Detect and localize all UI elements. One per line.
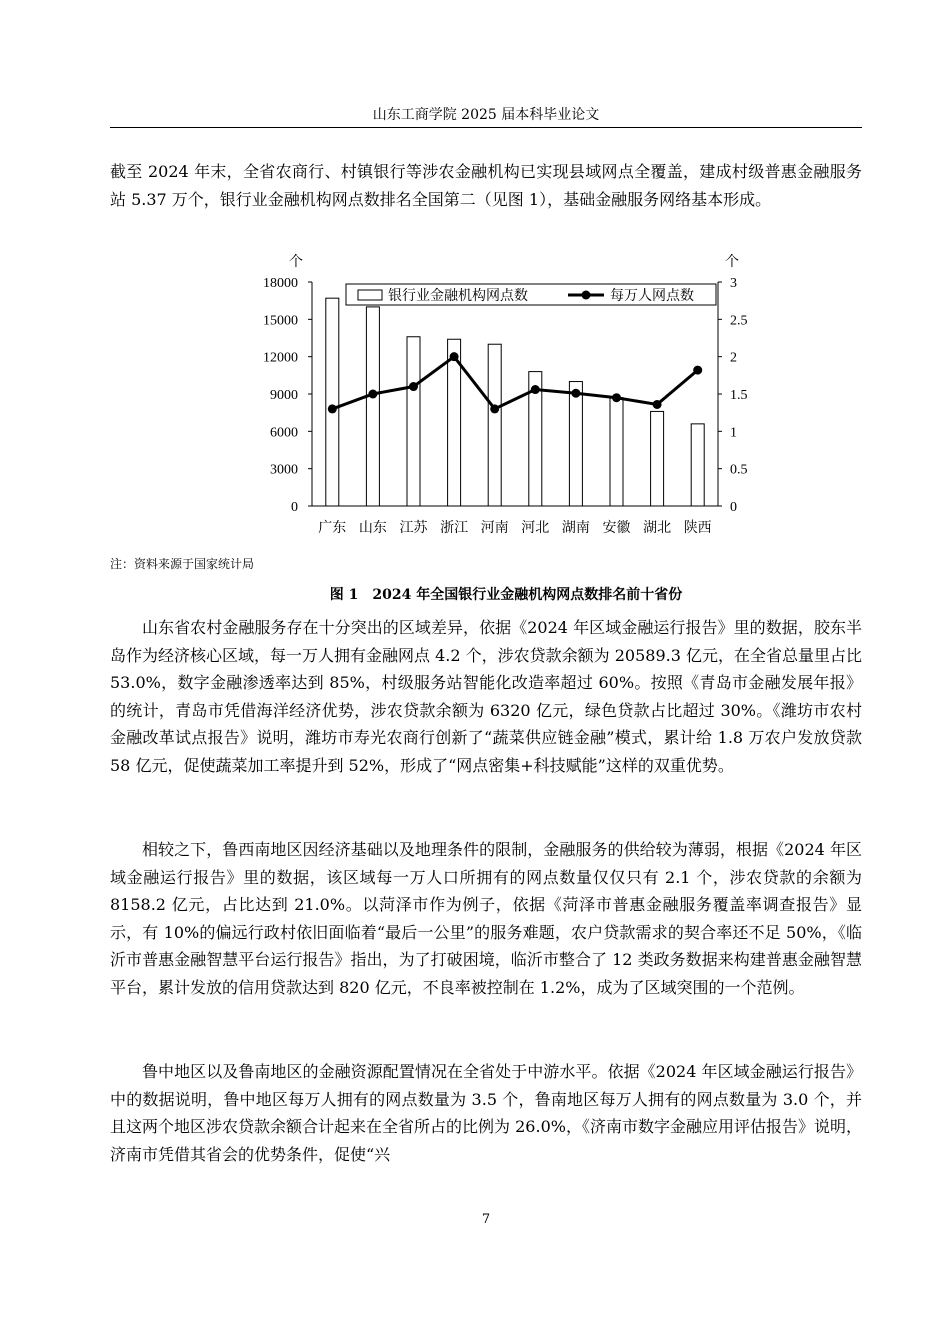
legend-line-label: 每万人网点数 xyxy=(610,289,694,304)
x-tick-label: 河北 xyxy=(521,521,550,536)
x-tick-label: 湖北 xyxy=(643,521,672,536)
y-right-unit: 个 xyxy=(725,255,739,270)
bar xyxy=(610,398,623,506)
y-left-tick-label: 15000 xyxy=(263,313,298,329)
bar xyxy=(407,337,420,506)
y-right-tick-label: 1 xyxy=(730,425,737,441)
y-left-tick-label: 6000 xyxy=(270,425,298,441)
x-tick-label: 江苏 xyxy=(399,521,428,536)
bar xyxy=(366,307,379,506)
paragraph-1: 截至 2024 年末，全省农商行、村镇银行等涉农金融机构已实现县域网点全覆盖，建成村级普惠金融服务站 5.37 万个，银行业金融机构网点数排名全国第二（见图 1），基础金融服务网络基本形成。 xyxy=(110,162,862,209)
bar xyxy=(326,298,339,506)
y-right-tick-label: 0 xyxy=(730,500,737,515)
legend-bar-label: 银行业金融机构网点数 xyxy=(388,289,528,304)
x-tick-label: 陕西 xyxy=(683,521,712,536)
y-left-tick-label: 3000 xyxy=(270,462,298,478)
y-left-tick-label: 9000 xyxy=(270,388,298,403)
x-tick-label: 河南 xyxy=(480,521,509,536)
bar xyxy=(488,344,501,506)
line-point xyxy=(693,366,702,375)
page-header: 山东工商学院 2025 届本科毕业论文 xyxy=(372,107,600,123)
y-left-unit: 个 xyxy=(289,255,303,270)
legend-bar-swatch xyxy=(358,290,382,300)
y-right-tick-label: 1.5 xyxy=(730,388,748,403)
line-point xyxy=(490,404,499,413)
figure-caption: 图 1 2024 年全国银行业金融机构网点数排名前十省份 xyxy=(329,587,683,603)
y-left-tick-label: 18000 xyxy=(263,276,298,291)
y-left-tick-label: 0 xyxy=(291,500,298,515)
y-left-tick-label: 12000 xyxy=(263,350,298,366)
line-point xyxy=(328,404,337,413)
paragraph-3: 相较之下，鲁西南地区因经济基础以及地理条件的限制，金融服务的供给较为薄弱，根据《2024 年区域金融运行报告》里的数据，该区域每一万人口所拥有的网点数量仅仅只有 2.1 个，涉农贷款的余额为 8158.2 亿元，占比达到 21.0%。以菏泽市作为例子，依据《菏泽市普惠金融服务覆盖率调查报告》显示，有 10%的偏远行政村依旧面临着“最后一公里”的服务难题，农户贷款需求的契合率还不足 50%，《临沂市普惠金融智慧平台运行报告》指出，为了打破困境，临沂市整合了 12 类政务数据来构建普惠金融智慧平台，累计发放的信用贷款达到 820 亿元，不良率被控制在 1.2%，成为了区域突围的一个范例。 xyxy=(110,840,862,997)
x-tick-label: 山东 xyxy=(358,521,387,536)
bar xyxy=(651,411,664,506)
line-point xyxy=(531,385,540,394)
x-tick-label: 浙江 xyxy=(440,521,469,536)
legend-line-marker xyxy=(582,291,591,300)
line-point xyxy=(653,400,662,409)
line-point xyxy=(571,389,580,398)
line-point xyxy=(450,352,459,361)
x-tick-label: 安徽 xyxy=(602,521,631,536)
x-tick-label: 湖南 xyxy=(561,521,590,536)
paragraph-4: 鲁中地区以及鲁南地区的金融资源配置情况在全省处于中游水平。依据《2024 年区域金融运行报告》中的数据说明，鲁中地区每万人拥有的网点数量为 3.5 个，鲁南地区每万人拥有的网点数量为 3.0 个，并且这两个地区涉农贷款余额合计起来在全省所占的比例为 26.0%，《济南市数字金融应用评估报告》说明，济南市凭借其省会的优势条件，促使“兴 xyxy=(110,1062,862,1164)
y-right-tick-label: 2.5 xyxy=(730,313,748,329)
y-right-tick-label: 3 xyxy=(730,276,737,291)
paragraph-2: 山东省农村金融服务存在十分突出的区域差异，依据《2024 年区域金融运行报告》里的数据，胶东半岛作为经济核心区域，每一万人拥有金融网点 4.2 个，涉农贷款余额为 20589.3 亿元，在全省总量里占比 53.0%，数字金融渗透率达到 85%，村级服务站智能化改造率超过 60%。按照《青岛市金融发展年报》的统计，青岛市凭借海洋经济优势，涉农贷款余额为 6320 亿元，绿色贷款占比超过 30%。《潍坊市农村金融改革试点报告》说明，潍坊市寿光农商行创新了“蔬菜供应链金融”模式，累计给 1.8 万农户发放贷款 58 亿元，促使蔬菜加工率提升到 52%，形成了“网点密集+科技赋能”这样的双重优势。 xyxy=(110,618,862,775)
bar xyxy=(691,424,704,506)
series-line xyxy=(332,357,697,409)
line-point xyxy=(409,382,418,391)
bar xyxy=(569,382,582,506)
y-right-tick-label: 0.5 xyxy=(730,462,748,478)
y-right-tick-label: 2 xyxy=(730,350,737,366)
page-number: 7 xyxy=(481,1212,491,1227)
line-point xyxy=(368,390,377,399)
line-point xyxy=(612,393,621,402)
bar-line-chart xyxy=(240,248,760,548)
x-tick-label: 广东 xyxy=(318,521,347,536)
figure-note: 注：资料来源于国家统计局 xyxy=(110,557,255,571)
header-rule xyxy=(110,127,862,128)
